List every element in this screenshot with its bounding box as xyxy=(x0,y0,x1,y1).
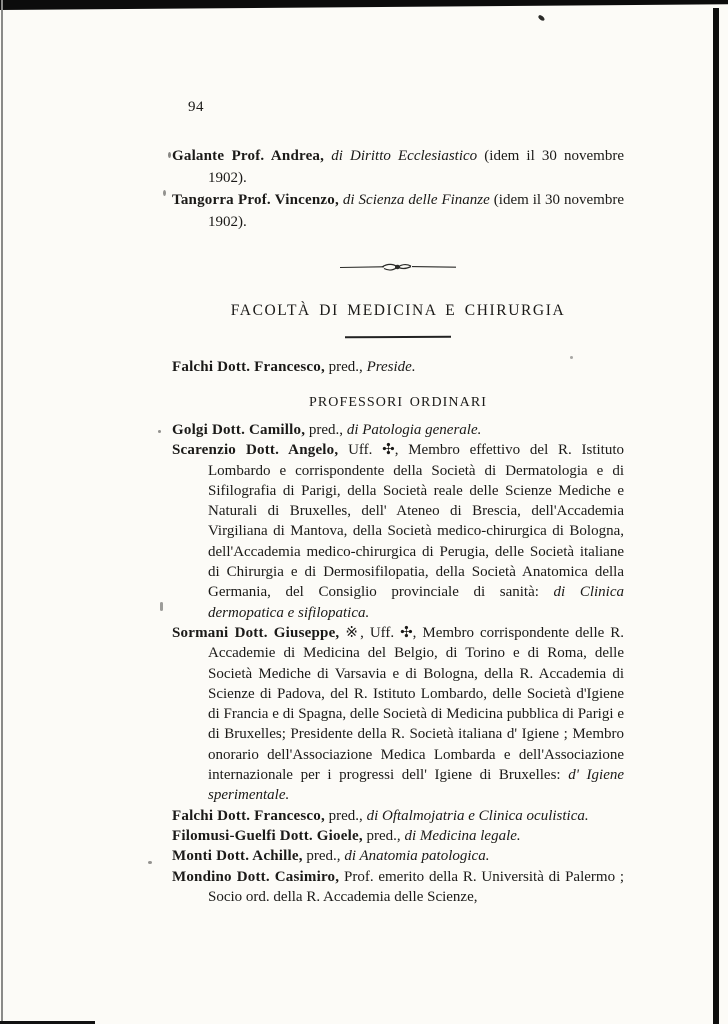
dean-pred: pred., xyxy=(328,359,363,375)
professor-body: ※, Uff. ✣, Membro corrispondente delle R. Accademie di Medicina del Belgio, di Torino e di Roma, delle Società Mediche di Varsavia e di Bologna, della R. Accademia di Scienze di Padova, del R. Istituto Lombardo, delle Società d'Igiene di Francia e di Spagna, delle Società di Medicina pubblica di Parigi e di Bruxelles; Presidente della R. Società italiana d' Igiene ; Membro onorario dell'Associazione Medica Lombarda e dell'Associazione internazionale per i progressi dell' Igiene di Bruxelles: xyxy=(208,624,624,784)
professor-entry-falchi xyxy=(172,806,624,826)
ink-speck xyxy=(163,190,166,196)
professor-subject: di Diritto Ecclesiastico xyxy=(331,148,478,164)
professor-subject: d' Igiene sperimentale. xyxy=(208,767,625,804)
professor-subject: di Scienza delle Finanze xyxy=(342,192,490,208)
professor-entry-sormani xyxy=(172,623,624,806)
professor-subject: di Oftalmojatria e Clinica oculistica. xyxy=(366,807,589,824)
professors-list xyxy=(172,420,624,907)
professor-body: Prof. emerito della R. Università di Palermo ; Socio ord. della R. Accademia delle Scienze, xyxy=(208,868,625,905)
professor-body: Uff. ✣, Membro effettivo del R. Istituto Lombardo e corrispondente della Società di Dermatologia e di Sifilografia di Parigi, della Società reale delle Scienze Mediche e Naturali di Bruxelles, dell' Ateneo di Brescia, dell'Accademia Virgiliana di Mantova, della Società medico-chirurgica di Bologna, dell'Accademia medico-chirurgica di Perugia, delle Società italiane di Chirurgia e di Dermosifilopatia, della Società Anatomica della Germania, del Consiglio provinciale di sanità: xyxy=(208,442,625,601)
page-content xyxy=(172,0,624,907)
professor-body: pred., xyxy=(328,807,363,824)
professor-entry-tangorra xyxy=(172,189,624,233)
law-faculty-entries xyxy=(172,145,624,233)
professor-subject: di Anatomia patologica. xyxy=(344,848,490,865)
professor-name: Galante Prof. Andrea, xyxy=(172,148,325,164)
professor-name: Monti Dott. Achille, xyxy=(172,848,303,865)
professor-entry-galante xyxy=(172,145,624,189)
professor-name: Tangorra Prof. Vincenzo, xyxy=(172,192,339,208)
professor-entry-mondino xyxy=(172,867,624,908)
professor-note: (idem il 30 novembre 1902). xyxy=(208,192,625,230)
faculty-heading: FACOLTÀ DI MEDICINA E CHIRURGIA xyxy=(230,302,566,319)
professor-entry-scarenzio xyxy=(172,440,624,623)
ornament-divider xyxy=(340,260,456,274)
professor-name: Falchi Dott. Francesco, xyxy=(172,807,325,824)
dean-title: Preside. xyxy=(366,359,416,375)
professor-body: pred., xyxy=(306,848,341,865)
ink-speck xyxy=(168,152,171,158)
professor-name: Sormani Dott. Giuseppe, xyxy=(172,624,340,641)
professor-entry-filomusi-guelfi xyxy=(172,826,624,846)
professor-entry-golgi xyxy=(172,420,624,440)
professor-name: Mondino Dott. Casimiro, xyxy=(172,868,340,885)
professor-name: Scarenzio Dott. Angelo, xyxy=(172,442,339,459)
professor-subject: di Patologia generale. xyxy=(346,422,482,438)
page-number: 94 xyxy=(188,99,204,115)
scan-right-edge xyxy=(713,8,719,1024)
professor-body: pred., xyxy=(308,422,344,438)
professor-name: Golgi Dott. Camillo, xyxy=(172,422,306,438)
scan-left-edge xyxy=(1,0,3,1024)
professor-note: (idem il 30 novembre 1902). xyxy=(208,148,625,186)
subsection-heading: PROFESSORI ORDINARI xyxy=(308,395,488,410)
professor-subject: di Medicina legale. xyxy=(404,827,521,844)
heading-rule xyxy=(345,336,451,339)
ink-speck xyxy=(148,861,152,864)
ink-speck xyxy=(160,602,163,611)
ink-speck xyxy=(158,430,161,433)
professor-entry-monti xyxy=(172,846,624,866)
professor-name: Filomusi-Guelfi Dott. Gioele, xyxy=(172,827,363,844)
dean-entry xyxy=(172,357,624,378)
dean-name: Falchi Dott. Francesco, xyxy=(172,359,325,375)
professor-body: pred., xyxy=(366,827,401,844)
professor-subject: di Clinica dermopatica e sifilopatica. xyxy=(208,584,624,621)
